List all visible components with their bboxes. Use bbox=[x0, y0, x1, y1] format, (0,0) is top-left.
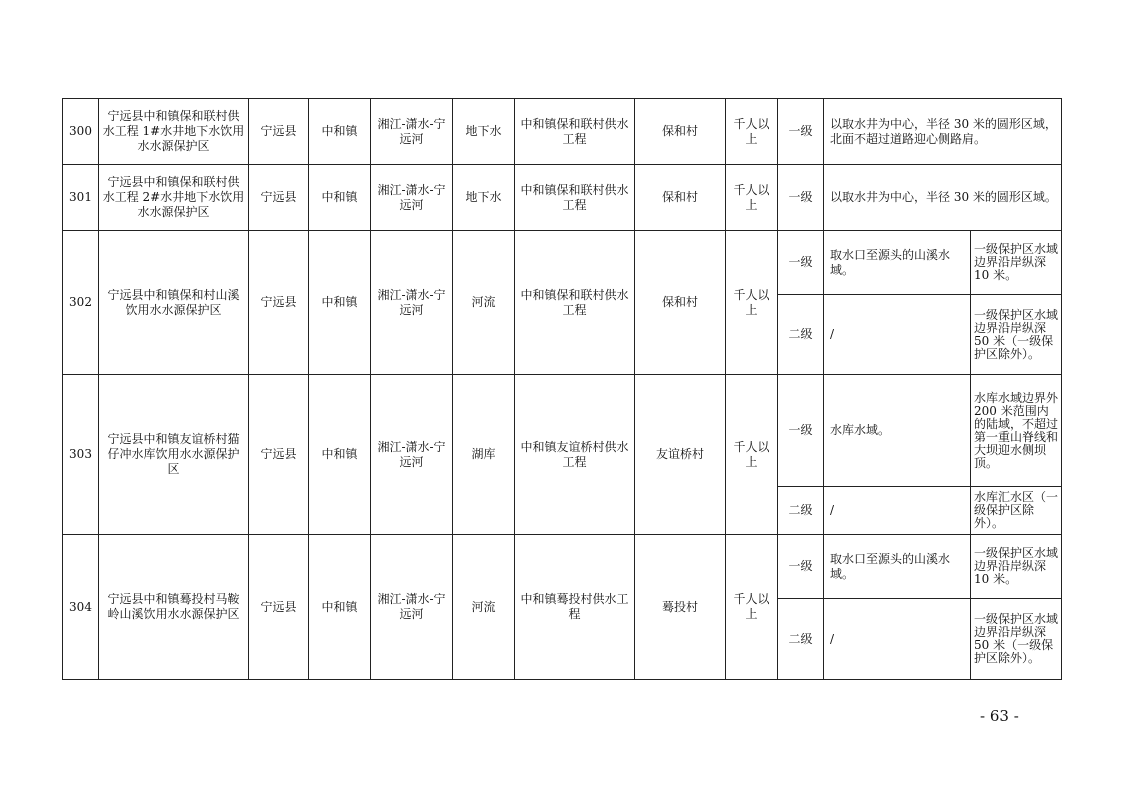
land-area-range: 一级保护区水域边界沿岸纵深 50 米（一级保护区除外）。 bbox=[971, 295, 1062, 375]
source-type: 河流 bbox=[453, 535, 515, 680]
village: 友谊桥村 bbox=[635, 375, 726, 535]
service-scale: 千人以上 bbox=[726, 375, 778, 535]
county: 宁远县 bbox=[249, 231, 309, 375]
protection-range: 以取水井为中心，半径 30 米的圆形区域，北面不超过道路迎心侧路肩。 bbox=[824, 99, 1062, 165]
village: 保和村 bbox=[635, 231, 726, 375]
basin: 湘江-潇水-宁远河 bbox=[371, 375, 453, 535]
protection-level: 一级 bbox=[778, 231, 824, 295]
service-scale: 千人以上 bbox=[726, 535, 778, 680]
water-area-range: / bbox=[824, 487, 971, 535]
table-row bbox=[63, 165, 1062, 231]
page-number: - 63 - bbox=[980, 707, 1019, 725]
land-area-range: 水库水域边界外 200 米范围内的陆域，不超过第一重山脊线和大坝迎水侧坝顶。 bbox=[971, 375, 1062, 487]
basin: 湘江-潇水-宁远河 bbox=[371, 535, 453, 680]
table-row bbox=[63, 375, 1062, 487]
water-area-range: / bbox=[824, 295, 971, 375]
source-type: 地下水 bbox=[453, 99, 515, 165]
water-source-protection-table bbox=[62, 98, 1062, 680]
table-row bbox=[63, 535, 1062, 599]
land-area-range: 一级保护区水域边界沿岸纵深 10 米。 bbox=[971, 535, 1062, 599]
land-area-range: 水库汇水区（一级保护区除外）。 bbox=[971, 487, 1062, 535]
supply-project: 中和镇友谊桥村供水工程 bbox=[515, 375, 635, 535]
protection-level: 一级 bbox=[778, 535, 824, 599]
county: 宁远县 bbox=[249, 99, 309, 165]
village: 保和村 bbox=[635, 165, 726, 231]
protection-level: 二级 bbox=[778, 487, 824, 535]
protection-area-name: 宁远县中和镇保和村山溪饮用水水源保护区 bbox=[99, 231, 249, 375]
protection-level: 一级 bbox=[778, 375, 824, 487]
source-type: 地下水 bbox=[453, 165, 515, 231]
land-area-range: 一级保护区水域边界沿岸纵深 50 米（一级保护区除外）。 bbox=[971, 599, 1062, 680]
town: 中和镇 bbox=[309, 165, 371, 231]
village: 蓦投村 bbox=[635, 535, 726, 680]
town: 中和镇 bbox=[309, 535, 371, 680]
protection-level: 二级 bbox=[778, 599, 824, 680]
county: 宁远县 bbox=[249, 535, 309, 680]
table-row bbox=[63, 231, 1062, 295]
row-number: 303 bbox=[63, 375, 99, 535]
protection-area-name: 宁远县中和镇保和联村供水工程 1#水井地下水饮用水水源保护区 bbox=[99, 99, 249, 165]
town: 中和镇 bbox=[309, 231, 371, 375]
protection-area-name: 宁远县中和镇蓦投村马鞍岭山溪饮用水水源保护区 bbox=[99, 535, 249, 680]
village: 保和村 bbox=[635, 99, 726, 165]
water-area-range: 水库水域。 bbox=[824, 375, 971, 487]
water-area-range: 取水口至源头的山溪水域。 bbox=[824, 535, 971, 599]
supply-project: 中和镇保和联村供水工程 bbox=[515, 99, 635, 165]
water-area-range: 取水口至源头的山溪水域。 bbox=[824, 231, 971, 295]
basin: 湘江-潇水-宁远河 bbox=[371, 99, 453, 165]
row-number: 301 bbox=[63, 165, 99, 231]
supply-project: 中和镇保和联村供水工程 bbox=[515, 231, 635, 375]
source-type: 湖库 bbox=[453, 375, 515, 535]
service-scale: 千人以上 bbox=[726, 165, 778, 231]
protection-level: 一级 bbox=[778, 99, 824, 165]
county: 宁远县 bbox=[249, 375, 309, 535]
basin: 湘江-潇水-宁远河 bbox=[371, 165, 453, 231]
land-area-range: 一级保护区水域边界沿岸纵深 10 米。 bbox=[971, 231, 1062, 295]
row-number: 304 bbox=[63, 535, 99, 680]
county: 宁远县 bbox=[249, 165, 309, 231]
protection-level: 一级 bbox=[778, 165, 824, 231]
protection-area-name: 宁远县中和镇友谊桥村猫仔冲水库饮用水水源保护区 bbox=[99, 375, 249, 535]
basin: 湘江-潇水-宁远河 bbox=[371, 231, 453, 375]
town: 中和镇 bbox=[309, 99, 371, 165]
water-area-range: / bbox=[824, 599, 971, 680]
protection-level: 二级 bbox=[778, 295, 824, 375]
table-row bbox=[63, 99, 1062, 165]
service-scale: 千人以上 bbox=[726, 231, 778, 375]
supply-project: 中和镇保和联村供水工程 bbox=[515, 165, 635, 231]
protection-range: 以取水井为中心，半径 30 米的圆形区域。 bbox=[824, 165, 1062, 231]
row-number: 300 bbox=[63, 99, 99, 165]
service-scale: 千人以上 bbox=[726, 99, 778, 165]
row-number: 302 bbox=[63, 231, 99, 375]
protection-area-name: 宁远县中和镇保和联村供水工程 2#水井地下水饮用水水源保护区 bbox=[99, 165, 249, 231]
town: 中和镇 bbox=[309, 375, 371, 535]
source-type: 河流 bbox=[453, 231, 515, 375]
supply-project: 中和镇蓦投村供水工程 bbox=[515, 535, 635, 680]
